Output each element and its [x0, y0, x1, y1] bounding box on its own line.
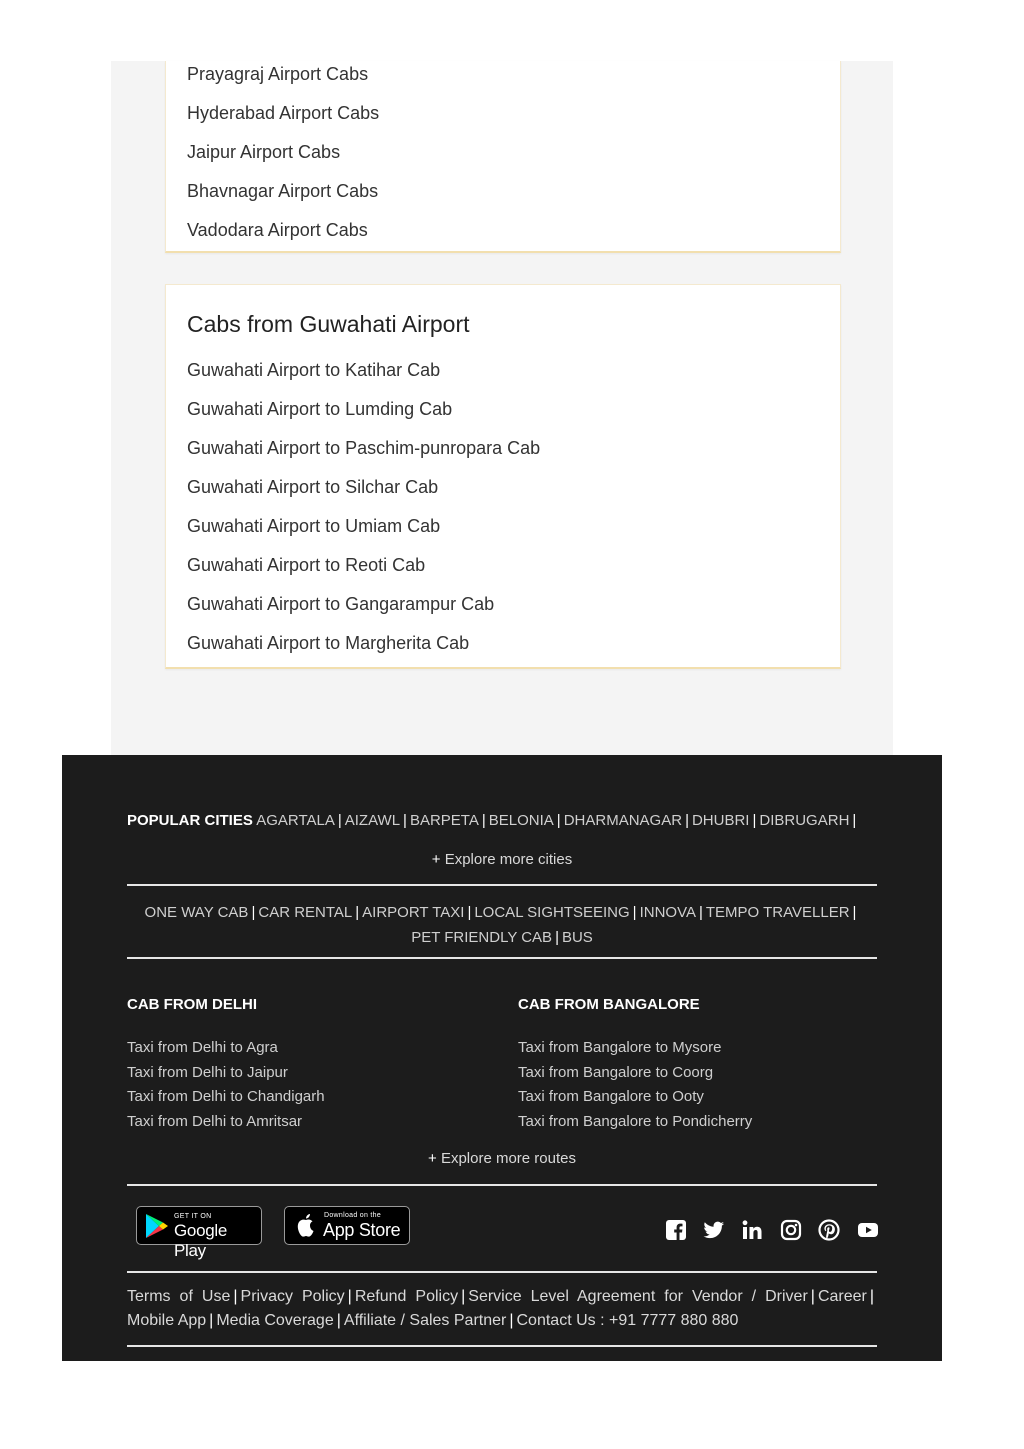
- separator: |: [852, 812, 857, 829]
- list-item[interactable]: Guwahati Airport to Gangarampur Cab: [187, 594, 495, 614]
- explore-routes-link[interactable]: [127, 1150, 877, 1167]
- separator: |: [461, 1288, 466, 1305]
- service-link-tempo-traveller[interactable]: TEMPO TRAVELLER: [705, 904, 850, 921]
- divider: [127, 1184, 877, 1186]
- route-link[interactable]: Taxi from Bangalore to Ooty: [518, 1088, 704, 1105]
- airport-cabs-list: [187, 61, 380, 240]
- divider: [127, 884, 877, 886]
- services-links: [127, 900, 877, 950]
- separator: |: [233, 1288, 238, 1305]
- divider: [127, 1345, 877, 1347]
- route-list: [518, 1036, 878, 1134]
- separator: |: [869, 1288, 874, 1305]
- twitter-icon[interactable]: [703, 1219, 725, 1243]
- google-play-icon: [145, 1213, 169, 1239]
- pinterest-icon[interactable]: [818, 1219, 840, 1243]
- list-item[interactable]: Guwahati Airport to Lumding Cab: [187, 399, 453, 419]
- media-coverage-link[interactable]: Media Coverage: [216, 1312, 334, 1329]
- service-link-pet-friendly-cab[interactable]: PET FRIENDLY CAB: [411, 929, 553, 946]
- service-link-airport-taxi[interactable]: AIRPORT TAXI: [362, 904, 465, 921]
- card-title: Cabs from Guwahati Airport: [187, 311, 470, 337]
- separator: |: [698, 904, 703, 921]
- list-item[interactable]: Bhavnagar Airport Cabs: [187, 181, 379, 201]
- app-store-button[interactable]: [284, 1206, 410, 1245]
- separator: |: [556, 812, 561, 829]
- mobile-app-link[interactable]: Mobile App: [127, 1312, 207, 1329]
- divider: [127, 1271, 877, 1273]
- contact-us-link[interactable]: Contact Us : +91 7777 880 880: [516, 1312, 739, 1329]
- separator: |: [347, 1288, 352, 1305]
- list-item[interactable]: Jaipur Airport Cabs: [187, 142, 341, 162]
- service-link-one-way-cab[interactable]: ONE WAY CAB: [144, 904, 249, 921]
- explore-cities-label: Explore more cities: [444, 851, 573, 868]
- divider: [127, 957, 877, 959]
- airport-cabs-card: [165, 61, 841, 253]
- route-link[interactable]: Taxi from Delhi to Amritsar: [127, 1112, 303, 1130]
- separator: |: [209, 1312, 214, 1329]
- service-link-local-sightseeing[interactable]: LOCAL SIGHTSEEING: [474, 904, 630, 921]
- city-link-dibrugarh[interactable]: DIBRUGARH: [759, 812, 850, 829]
- career-link[interactable]: Career: [817, 1288, 867, 1305]
- city-link-barpeta[interactable]: BARPETA: [409, 812, 479, 829]
- apple-icon: [295, 1213, 317, 1239]
- service-link-innova[interactable]: INNOVA: [639, 904, 696, 921]
- bangalore-routes-column: [518, 995, 878, 1134]
- instagram-icon[interactable]: [780, 1219, 802, 1243]
- privacy-policy-link[interactable]: Privacy Policy: [240, 1288, 345, 1305]
- separator: |: [685, 812, 689, 829]
- city-link-aizawl[interactable]: AIZAWL: [344, 812, 401, 829]
- separator: |: [467, 904, 472, 921]
- city-link-agartala[interactable]: AGARTALA: [256, 812, 335, 829]
- list-item[interactable]: Guwahati Airport to Umiam Cab: [187, 516, 441, 536]
- list-item[interactable]: Hyderabad Airport Cabs: [187, 103, 380, 123]
- separator: |: [481, 812, 486, 829]
- separator: |: [752, 812, 757, 829]
- delhi-routes-column: [127, 995, 487, 1134]
- route-link[interactable]: Taxi from Bangalore to Pondicherry: [518, 1112, 753, 1130]
- separator: |: [852, 904, 857, 921]
- list-item[interactable]: Guwahati Airport to Margherita Cab: [187, 633, 470, 653]
- list-item[interactable]: Guwahati Airport to Katihar Cab: [187, 360, 441, 380]
- separator: |: [403, 812, 407, 829]
- legal-links: [127, 1285, 877, 1333]
- google-play-button[interactable]: [136, 1206, 262, 1260]
- google-play-big-label: Google Play: [174, 1221, 228, 1260]
- facebook-icon[interactable]: [665, 1219, 687, 1243]
- linkedin-icon[interactable]: [742, 1219, 762, 1243]
- google-play-small-label: GET IT ON: [174, 1213, 212, 1220]
- list-item[interactable]: Prayagraj Airport Cabs: [187, 64, 369, 84]
- plus-icon: +: [431, 851, 441, 868]
- refund-policy-link[interactable]: Refund Policy: [354, 1288, 459, 1305]
- city-link-dharmanagar[interactable]: DHARMANAGAR: [563, 812, 683, 829]
- app-store-small-label: Download on the: [324, 1212, 382, 1219]
- plus-icon: +: [428, 1150, 437, 1167]
- separator: |: [810, 1288, 815, 1305]
- route-link[interactable]: Taxi from Delhi to Chandigarh: [127, 1088, 325, 1105]
- list-item[interactable]: Guwahati Airport to Paschim-punropara Cab: [187, 438, 541, 458]
- app-store-big-label: App Store: [323, 1220, 401, 1240]
- separator: |: [355, 904, 360, 921]
- separator: |: [632, 904, 637, 921]
- route-list: [127, 1036, 487, 1134]
- route-link[interactable]: Taxi from Bangalore to Mysore: [518, 1039, 722, 1056]
- column-title: CAB FROM DELHI: [127, 996, 257, 1013]
- terms-link[interactable]: Terms of Use: [127, 1288, 231, 1305]
- city-link-belonia[interactable]: BELONIA: [488, 812, 554, 829]
- separator: |: [555, 929, 559, 946]
- list-item[interactable]: Guwahati Airport to Silchar Cab: [187, 477, 439, 497]
- explore-routes-label: Explore more routes: [440, 1150, 576, 1167]
- sla-link[interactable]: Service Level Agreement for Vendor / Driver: [468, 1288, 808, 1305]
- route-link[interactable]: Taxi from Bangalore to Coorg: [518, 1063, 714, 1081]
- separator: |: [336, 1312, 341, 1329]
- guwahati-cabs-card: [165, 284, 841, 669]
- youtube-icon[interactable]: [857, 1219, 879, 1243]
- column-title: CAB FROM BANGALORE: [518, 996, 700, 1013]
- separator: |: [337, 812, 342, 829]
- affiliate-link[interactable]: Affiliate / Sales Partner: [343, 1312, 507, 1329]
- service-link-car-rental[interactable]: CAR RENTAL: [258, 904, 353, 921]
- route-link[interactable]: Taxi from Delhi to Agra: [127, 1039, 278, 1056]
- separator: |: [251, 904, 256, 921]
- service-link-bus[interactable]: BUS: [561, 929, 593, 946]
- site-footer: [62, 755, 942, 1361]
- list-item[interactable]: Guwahati Airport to Reoti Cab: [187, 555, 426, 575]
- explore-cities-link[interactable]: [127, 851, 877, 868]
- city-link-dhubri[interactable]: DHUBRI: [691, 812, 750, 829]
- popular-cities: [127, 811, 877, 831]
- separator: |: [509, 1312, 514, 1329]
- guwahati-cabs-list: [187, 357, 541, 653]
- popular-cities-label: POPULAR CITIES: [127, 812, 253, 829]
- list-item[interactable]: Vadodara Airport Cabs: [187, 220, 368, 240]
- route-link[interactable]: Taxi from Delhi to Jaipur: [127, 1063, 288, 1081]
